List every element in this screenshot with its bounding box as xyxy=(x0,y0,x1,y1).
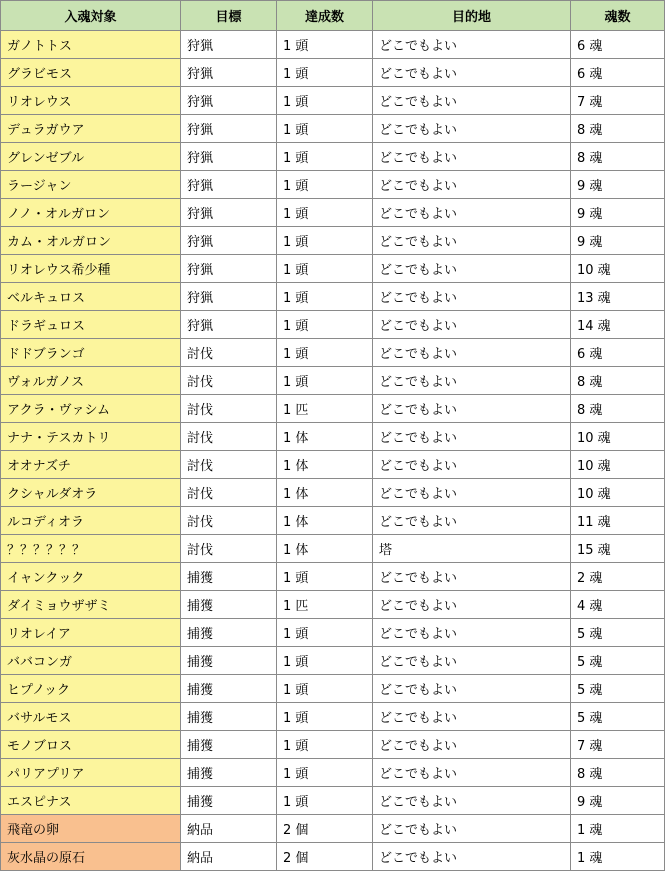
goal-cell: 討伐 xyxy=(181,339,277,367)
souls-cell: 5 魂 xyxy=(571,703,665,731)
count-cell: 1 頭 xyxy=(277,31,373,59)
goal-cell: 狩猟 xyxy=(181,59,277,87)
goal-cell: 捕獲 xyxy=(181,787,277,815)
count-cell: 1 体 xyxy=(277,451,373,479)
count-cell: 1 頭 xyxy=(277,367,373,395)
destination-cell: どこでもよい xyxy=(373,759,571,787)
count-cell: 1 頭 xyxy=(277,647,373,675)
souls-cell: 5 魂 xyxy=(571,619,665,647)
goal-cell: 捕獲 xyxy=(181,759,277,787)
souls-cell: 1 魂 xyxy=(571,843,665,871)
destination-cell: どこでもよい xyxy=(373,675,571,703)
table-row xyxy=(1,479,665,507)
target-cell: ドラギュロス xyxy=(1,311,181,339)
destination-cell: どこでもよい xyxy=(373,731,571,759)
count-cell: 1 頭 xyxy=(277,115,373,143)
count-cell: 1 体 xyxy=(277,507,373,535)
destination-cell: どこでもよい xyxy=(373,787,571,815)
target-cell: リオレウス xyxy=(1,87,181,115)
table-row xyxy=(1,535,665,563)
souls-cell: 15 魂 xyxy=(571,535,665,563)
count-cell: 1 匹 xyxy=(277,591,373,619)
souls-cell: 4 魂 xyxy=(571,591,665,619)
goal-cell: 討伐 xyxy=(181,423,277,451)
target-cell: グラビモス xyxy=(1,59,181,87)
goal-cell: 捕獲 xyxy=(181,563,277,591)
goal-cell: 狩猟 xyxy=(181,199,277,227)
target-cell: イャンクック xyxy=(1,563,181,591)
count-cell: 1 頭 xyxy=(277,619,373,647)
destination-cell: どこでもよい xyxy=(373,843,571,871)
table-row xyxy=(1,311,665,339)
souls-cell: 9 魂 xyxy=(571,787,665,815)
header-row xyxy=(1,1,665,31)
table-row xyxy=(1,675,665,703)
goal-cell: 捕獲 xyxy=(181,591,277,619)
souls-cell: 10 魂 xyxy=(571,451,665,479)
table-row xyxy=(1,731,665,759)
target-cell: リオレウス希少種 xyxy=(1,255,181,283)
target-cell: クシャルダオラ xyxy=(1,479,181,507)
goal-cell: 狩猟 xyxy=(181,115,277,143)
count-cell: 1 頭 xyxy=(277,563,373,591)
goal-cell: 討伐 xyxy=(181,367,277,395)
count-cell: 1 頭 xyxy=(277,731,373,759)
destination-cell: どこでもよい xyxy=(373,591,571,619)
souls-cell: 8 魂 xyxy=(571,759,665,787)
table-row xyxy=(1,171,665,199)
table-row xyxy=(1,451,665,479)
souls-cell: 6 魂 xyxy=(571,339,665,367)
count-cell: 1 頭 xyxy=(277,227,373,255)
table-row xyxy=(1,703,665,731)
destination-cell: どこでもよい xyxy=(373,115,571,143)
destination-cell: どこでもよい xyxy=(373,423,571,451)
destination-cell: どこでもよい xyxy=(373,479,571,507)
table-row xyxy=(1,647,665,675)
target-cell: ナナ・テスカトリ xyxy=(1,423,181,451)
goal-cell: 狩猟 xyxy=(181,87,277,115)
count-cell: 1 頭 xyxy=(277,59,373,87)
souls-cell: 6 魂 xyxy=(571,31,665,59)
table-row xyxy=(1,563,665,591)
table-row xyxy=(1,815,665,843)
souls-cell: 1 魂 xyxy=(571,815,665,843)
table-row xyxy=(1,619,665,647)
table-row xyxy=(1,423,665,451)
destination-cell: どこでもよい xyxy=(373,143,571,171)
goal-cell: 狩猟 xyxy=(181,255,277,283)
count-cell: 1 頭 xyxy=(277,143,373,171)
target-cell: リオレイア xyxy=(1,619,181,647)
destination-cell: どこでもよい xyxy=(373,31,571,59)
table-row xyxy=(1,787,665,815)
destination-cell: どこでもよい xyxy=(373,227,571,255)
count-cell: 1 頭 xyxy=(277,787,373,815)
table-row xyxy=(1,199,665,227)
souls-cell: 5 魂 xyxy=(571,647,665,675)
target-cell: ベルキュロス xyxy=(1,283,181,311)
count-cell: 1 頭 xyxy=(277,339,373,367)
target-cell: ババコンガ xyxy=(1,647,181,675)
souls-cell: 11 魂 xyxy=(571,507,665,535)
souls-cell: 5 魂 xyxy=(571,675,665,703)
table-row xyxy=(1,59,665,87)
table-row xyxy=(1,115,665,143)
goal-cell: 捕獲 xyxy=(181,703,277,731)
table-row xyxy=(1,87,665,115)
target-cell: パリアプリア xyxy=(1,759,181,787)
goal-cell: 討伐 xyxy=(181,451,277,479)
goal-cell: 討伐 xyxy=(181,395,277,423)
goal-cell: 捕獲 xyxy=(181,675,277,703)
table-row xyxy=(1,227,665,255)
target-cell: エスピナス xyxy=(1,787,181,815)
goal-cell: 討伐 xyxy=(181,507,277,535)
header-goal: 目標 xyxy=(181,1,277,31)
goal-cell: 狩猟 xyxy=(181,227,277,255)
target-cell: ヒプノック xyxy=(1,675,181,703)
table-row xyxy=(1,367,665,395)
destination-cell: どこでもよい xyxy=(373,563,571,591)
goal-cell: 捕獲 xyxy=(181,647,277,675)
goal-cell: 討伐 xyxy=(181,479,277,507)
table-row xyxy=(1,339,665,367)
destination-cell: どこでもよい xyxy=(373,451,571,479)
destination-cell: どこでもよい xyxy=(373,311,571,339)
target-cell: ヴォルガノス xyxy=(1,367,181,395)
target-cell: 飛竜の卵 xyxy=(1,815,181,843)
souls-cell: 2 魂 xyxy=(571,563,665,591)
goal-cell: 納品 xyxy=(181,843,277,871)
souls-cell: 7 魂 xyxy=(571,87,665,115)
souls-cell: 9 魂 xyxy=(571,171,665,199)
goal-cell: 討伐 xyxy=(181,535,277,563)
header-destination: 目的地 xyxy=(373,1,571,31)
destination-cell: どこでもよい xyxy=(373,507,571,535)
count-cell: 1 匹 xyxy=(277,395,373,423)
goal-cell: 納品 xyxy=(181,815,277,843)
target-cell: ？？？？？？ xyxy=(1,535,181,563)
souls-cell: 9 魂 xyxy=(571,199,665,227)
table-row xyxy=(1,843,665,871)
count-cell: 1 頭 xyxy=(277,255,373,283)
target-cell: ノノ・オルガロン xyxy=(1,199,181,227)
goal-cell: 狩猟 xyxy=(181,171,277,199)
souls-cell: 7 魂 xyxy=(571,731,665,759)
destination-cell: どこでもよい xyxy=(373,59,571,87)
souls-cell: 8 魂 xyxy=(571,395,665,423)
souls-cell: 8 魂 xyxy=(571,367,665,395)
goal-cell: 狩猟 xyxy=(181,311,277,339)
count-cell: 1 頭 xyxy=(277,87,373,115)
souls-cell: 6 魂 xyxy=(571,59,665,87)
count-cell: 1 頭 xyxy=(277,675,373,703)
count-cell: 1 頭 xyxy=(277,703,373,731)
table-row xyxy=(1,507,665,535)
destination-cell: どこでもよい xyxy=(373,87,571,115)
destination-cell: どこでもよい xyxy=(373,339,571,367)
count-cell: 1 体 xyxy=(277,535,373,563)
count-cell: 1 体 xyxy=(277,423,373,451)
target-cell: グレンゼブル xyxy=(1,143,181,171)
target-cell: 灰水晶の原石 xyxy=(1,843,181,871)
souls-cell: 14 魂 xyxy=(571,311,665,339)
count-cell: 2 個 xyxy=(277,843,373,871)
destination-cell: どこでもよい xyxy=(373,171,571,199)
souls-cell: 10 魂 xyxy=(571,423,665,451)
goal-cell: 捕獲 xyxy=(181,731,277,759)
table-row xyxy=(1,31,665,59)
destination-cell: どこでもよい xyxy=(373,815,571,843)
table-row xyxy=(1,255,665,283)
header-count: 達成数 xyxy=(277,1,373,31)
destination-cell: どこでもよい xyxy=(373,367,571,395)
table-body xyxy=(1,31,665,871)
destination-cell: どこでもよい xyxy=(373,283,571,311)
souls-cell: 10 魂 xyxy=(571,255,665,283)
table-row xyxy=(1,591,665,619)
goal-cell: 狩猟 xyxy=(181,31,277,59)
target-cell: カム・オルガロン xyxy=(1,227,181,255)
count-cell: 1 頭 xyxy=(277,199,373,227)
goal-cell: 狩猟 xyxy=(181,143,277,171)
target-cell: デュラガウア xyxy=(1,115,181,143)
count-cell: 1 頭 xyxy=(277,311,373,339)
header-target: 入魂対象 xyxy=(1,1,181,31)
target-cell: アクラ・ヴァシム xyxy=(1,395,181,423)
destination-cell: どこでもよい xyxy=(373,255,571,283)
table-row xyxy=(1,283,665,311)
count-cell: 2 個 xyxy=(277,815,373,843)
target-cell: モノブロス xyxy=(1,731,181,759)
souls-cell: 8 魂 xyxy=(571,115,665,143)
goal-cell: 捕獲 xyxy=(181,619,277,647)
souls-cell: 8 魂 xyxy=(571,143,665,171)
target-cell: ダイミョウザザミ xyxy=(1,591,181,619)
target-cell: バサルモス xyxy=(1,703,181,731)
table-row xyxy=(1,759,665,787)
destination-cell: どこでもよい xyxy=(373,199,571,227)
goal-cell: 狩猟 xyxy=(181,283,277,311)
target-cell: ルコディオラ xyxy=(1,507,181,535)
target-cell: ラージャン xyxy=(1,171,181,199)
count-cell: 1 体 xyxy=(277,479,373,507)
souls-cell: 9 魂 xyxy=(571,227,665,255)
table-row xyxy=(1,395,665,423)
header-souls: 魂数 xyxy=(571,1,665,31)
table-row xyxy=(1,143,665,171)
destination-cell: どこでもよい xyxy=(373,619,571,647)
destination-cell: どこでもよい xyxy=(373,703,571,731)
destination-cell: 塔 xyxy=(373,535,571,563)
souls-cell: 13 魂 xyxy=(571,283,665,311)
count-cell: 1 頭 xyxy=(277,283,373,311)
target-cell: ドドブランゴ xyxy=(1,339,181,367)
target-cell: オオナズチ xyxy=(1,451,181,479)
destination-cell: どこでもよい xyxy=(373,395,571,423)
souls-cell: 10 魂 xyxy=(571,479,665,507)
count-cell: 1 頭 xyxy=(277,171,373,199)
destination-cell: どこでもよい xyxy=(373,647,571,675)
count-cell: 1 頭 xyxy=(277,759,373,787)
target-cell: ガノトトス xyxy=(1,31,181,59)
